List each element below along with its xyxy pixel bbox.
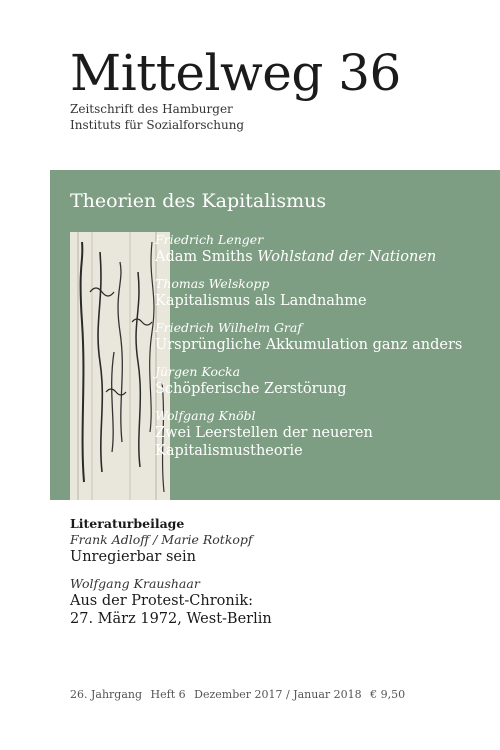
magazine-subtitle-line2: Instituts für Sozialforschung <box>70 118 245 132</box>
article-title: Zwei Leerstellen der neueren <box>155 425 373 441</box>
article-title <box>155 248 485 266</box>
supplement-author: Frank Adloff / Marie Rotkopf <box>70 532 253 547</box>
magazine-title: Mittelweg 36 <box>70 44 401 102</box>
article-author: Jürgen Kocka <box>155 364 241 379</box>
article-author: Thomas Welskopp <box>155 276 270 291</box>
issue-info <box>70 688 410 701</box>
masthead <box>70 46 401 132</box>
article-title: Ursprüngliche Akkumulation ganz anders <box>155 337 463 353</box>
article-item <box>155 276 485 310</box>
supplement-author: Wolfgang Kraushaar <box>70 576 200 591</box>
article-item <box>155 232 485 266</box>
theme-band <box>50 170 500 500</box>
article-title-line2: Kapitalismustheorie <box>155 443 303 459</box>
article-title: Schöpferische Zerstörung <box>155 381 347 397</box>
supplement-title: Unregierbar sein <box>70 549 196 565</box>
article-title-italic: Wohlstand der Nationen <box>257 249 437 265</box>
article-item <box>155 408 485 460</box>
supplement-title: Aus der Protest-Chronik: <box>70 593 253 609</box>
issue-price: € 9,50 <box>370 688 406 701</box>
article-author: Friedrich Lenger <box>155 232 264 247</box>
theme-article-list <box>155 232 485 470</box>
supplement-title-line2: 27. März 1972, West-Berlin <box>70 611 272 627</box>
article-item <box>155 364 485 398</box>
magazine-subtitle-line1: Zeitschrift des Hamburger <box>70 102 233 116</box>
theme-heading: Theorien des Kapitalismus <box>70 190 327 212</box>
article-title-text: Adam Smiths <box>155 249 258 265</box>
literature-supplement <box>70 516 470 628</box>
article-item <box>155 320 485 354</box>
article-author: Friedrich Wilhelm Graf <box>155 320 302 335</box>
supplement-heading: Literaturbeilage <box>70 516 185 531</box>
issue-number: Heft 6 <box>150 688 186 701</box>
issue-date: Dezember 2017 / Januar 2018 <box>194 688 362 701</box>
article-author: Wolfgang Knöbl <box>155 408 256 423</box>
issue-volume: 26. Jahrgang <box>70 688 143 701</box>
article-title: Kapitalismus als Landnahme <box>155 293 367 309</box>
